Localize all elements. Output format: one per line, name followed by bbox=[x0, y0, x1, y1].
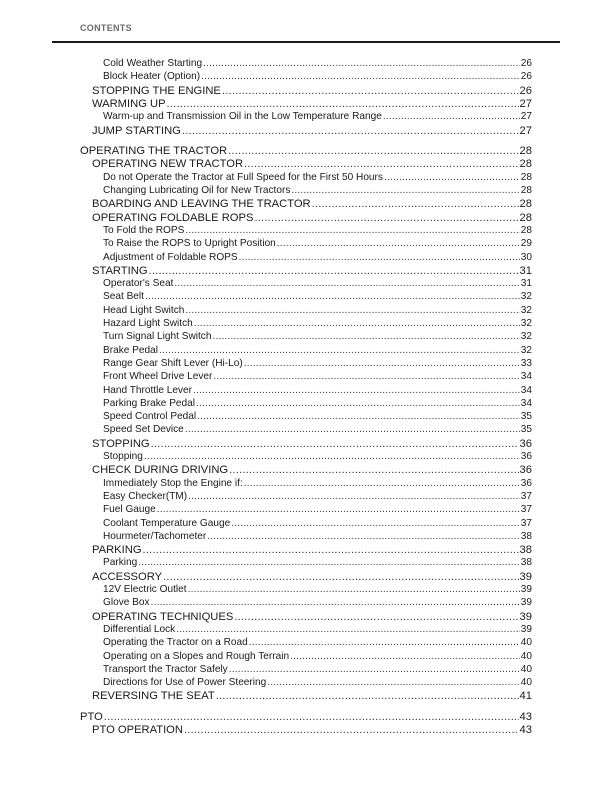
dot-leader bbox=[163, 571, 518, 583]
toc-entry-title: JUMP STARTING bbox=[92, 124, 181, 137]
dot-leader bbox=[267, 677, 520, 688]
running-header: CONTENTS bbox=[80, 23, 132, 33]
toc-entry[interactable] bbox=[92, 198, 532, 210]
toc-entry[interactable] bbox=[103, 411, 532, 422]
dot-leader bbox=[197, 411, 520, 422]
toc-entry-title: OPERATING NEW TRACTOR bbox=[92, 158, 244, 171]
dot-leader bbox=[244, 358, 520, 369]
toc-entry[interactable] bbox=[103, 172, 532, 183]
dot-leader bbox=[167, 98, 519, 110]
toc-entry-title: Hourmeter/Tachometer bbox=[103, 530, 207, 542]
dot-leader bbox=[193, 385, 520, 396]
toc-entry[interactable] bbox=[92, 571, 532, 583]
toc-entry-page: 31 bbox=[519, 264, 532, 277]
toc-entry-page: 34 bbox=[520, 384, 532, 396]
dot-leader bbox=[184, 724, 519, 736]
dot-leader bbox=[312, 198, 519, 210]
dot-leader bbox=[185, 225, 519, 236]
toc-entry[interactable] bbox=[103, 252, 532, 263]
toc-entry[interactable] bbox=[103, 111, 532, 122]
toc-entry-title: To Raise the ROPS to Upright Position bbox=[103, 238, 276, 250]
dot-leader bbox=[290, 651, 520, 662]
toc-entry[interactable] bbox=[92, 125, 532, 137]
dot-leader bbox=[384, 172, 520, 183]
dot-leader bbox=[291, 185, 519, 196]
dot-leader bbox=[144, 451, 520, 462]
toc-entry[interactable] bbox=[92, 212, 532, 224]
dot-leader bbox=[104, 711, 519, 723]
toc-entry-title: Seat Belt bbox=[103, 291, 144, 303]
toc-entry-title: Fuel Gauge bbox=[103, 504, 156, 516]
toc-entry-title: Differential Lock bbox=[103, 623, 176, 635]
toc-entry-page: 36 bbox=[520, 451, 532, 462]
toc-entry[interactable] bbox=[103, 531, 532, 542]
dot-leader bbox=[176, 624, 520, 635]
toc-entry-title: Head Light Switch bbox=[103, 304, 185, 316]
toc-entry-title: Adjustment of Foldable ROPS bbox=[103, 251, 238, 263]
dot-leader bbox=[196, 398, 520, 409]
toc-entry[interactable] bbox=[92, 438, 532, 450]
toc-entry[interactable] bbox=[103, 278, 532, 289]
toc-entry-title: Speed Control Pedal bbox=[103, 411, 197, 423]
toc-entry-page: 32 bbox=[520, 291, 532, 303]
toc-entry-title: PARKING bbox=[92, 544, 142, 557]
toc-entry-title: REVERSING THE SEAT bbox=[92, 690, 215, 703]
toc-entry-page: 28 bbox=[519, 211, 532, 224]
toc-entry[interactable] bbox=[103, 491, 532, 502]
toc-entry-title: Operating on a Slopes and Rough Terrain bbox=[103, 650, 290, 662]
toc-entry-title: Glove Box bbox=[103, 597, 150, 609]
toc-entry-title: 12V Electric Outlet bbox=[103, 584, 187, 595]
dot-leader bbox=[185, 305, 519, 316]
dot-leader bbox=[244, 158, 519, 170]
toc-entry-page: 39 bbox=[520, 623, 532, 635]
toc-entry[interactable] bbox=[103, 518, 532, 529]
dot-leader bbox=[138, 557, 520, 568]
dot-leader bbox=[277, 238, 520, 249]
toc-entry-title: BOARDING AND LEAVING THE TRACTOR bbox=[92, 198, 311, 211]
toc-entry[interactable] bbox=[103, 385, 532, 396]
toc-entry[interactable] bbox=[92, 544, 532, 556]
toc-entry[interactable] bbox=[103, 504, 532, 515]
toc-entry-title: Parking bbox=[103, 557, 138, 569]
toc-entry[interactable] bbox=[103, 637, 532, 648]
toc-entry-page: 35 bbox=[520, 424, 532, 436]
toc-entry-title: Operating the Tractor on a Road bbox=[103, 637, 248, 649]
toc-entry-page: 37 bbox=[520, 504, 532, 516]
toc-entry-page: 39 bbox=[520, 584, 532, 595]
toc-entry[interactable] bbox=[103, 238, 532, 249]
toc-entry-title: ACCESSORY bbox=[92, 570, 163, 583]
dot-leader bbox=[157, 504, 520, 515]
toc-entry[interactable] bbox=[80, 145, 532, 157]
toc-entry[interactable] bbox=[92, 158, 532, 170]
dot-leader bbox=[249, 637, 520, 648]
dot-leader bbox=[185, 424, 520, 435]
toc-entry[interactable] bbox=[92, 98, 532, 110]
toc-entry-title: Transport the Tractor Safely bbox=[103, 663, 228, 675]
toc-entry-title: Speed Set Device bbox=[103, 424, 184, 436]
dot-leader bbox=[207, 531, 520, 542]
toc-entry-title: To Fold the ROPS bbox=[103, 224, 185, 236]
dot-leader bbox=[228, 145, 518, 157]
toc-entry-page: 36 bbox=[519, 437, 532, 450]
toc-entry-title: Coolant Temperature Gauge bbox=[103, 517, 231, 529]
toc-entry-title: STOPPING THE ENGINE bbox=[92, 84, 221, 97]
toc-entry-page: 34 bbox=[520, 371, 532, 383]
toc-entry-title: Warm-up and Transmission Oil in the Low Temperature Range bbox=[103, 111, 382, 123]
toc-entry[interactable] bbox=[103, 398, 532, 409]
toc-entry-title: Front Wheel Drive Lever bbox=[103, 371, 213, 383]
header-rule bbox=[52, 41, 560, 43]
toc-entry[interactable] bbox=[103, 318, 532, 329]
toc-entry[interactable] bbox=[103, 451, 532, 462]
toc-entry-page: 27 bbox=[519, 97, 532, 110]
toc-entry-page: 28 bbox=[519, 145, 532, 158]
toc-entry[interactable] bbox=[103, 624, 532, 635]
toc-entry[interactable] bbox=[103, 225, 532, 236]
toc-entry[interactable] bbox=[92, 265, 532, 277]
toc-entry-title: Stopping bbox=[103, 451, 143, 462]
toc-entry[interactable] bbox=[80, 711, 532, 723]
toc-entry-title: Brake Pedal bbox=[103, 344, 158, 356]
toc-entry-title: Easy Checker(TM) bbox=[103, 490, 188, 502]
toc-entry[interactable] bbox=[103, 331, 532, 342]
toc-entry-page: 32 bbox=[520, 331, 532, 343]
dot-leader bbox=[203, 58, 520, 69]
toc-entry-title: PTO bbox=[80, 711, 103, 723]
toc-entry[interactable] bbox=[103, 584, 532, 595]
toc-entry-title: OPERATING TECHNIQUES bbox=[92, 610, 234, 623]
toc-entry-page: 30 bbox=[520, 251, 532, 263]
dot-leader bbox=[229, 464, 518, 476]
toc-entry-title: Hazard Light Switch bbox=[103, 318, 193, 329]
dot-leader bbox=[231, 518, 520, 529]
toc-entry-title: OPERATING FOLDABLE ROPS bbox=[92, 211, 254, 224]
toc-entry-page: 28 bbox=[519, 158, 532, 171]
toc-entry-title: STOPPING bbox=[92, 437, 150, 450]
toc-entry-page: 32 bbox=[520, 344, 532, 356]
toc-entry-page: 31 bbox=[520, 278, 532, 290]
dot-leader bbox=[151, 597, 520, 608]
dot-leader bbox=[143, 544, 519, 556]
toc-entry[interactable] bbox=[92, 690, 532, 702]
dot-leader bbox=[149, 265, 519, 277]
dot-leader bbox=[212, 331, 519, 342]
toc-entry-page: 38 bbox=[520, 530, 532, 542]
toc-entry-title: CHECK DURING DRIVING bbox=[92, 464, 229, 477]
dot-leader bbox=[213, 371, 519, 382]
toc-entry-title: Do not Operate the Tractor at Full Speed for the First 50 Hours bbox=[103, 171, 383, 183]
toc-entry-page: 36 bbox=[520, 477, 532, 489]
dot-leader bbox=[188, 491, 520, 502]
toc-entry[interactable] bbox=[103, 651, 532, 662]
toc-entry-page: 37 bbox=[520, 490, 532, 502]
toc-entry-title: Directions for Use of Power Steering bbox=[103, 677, 267, 689]
dot-leader bbox=[383, 111, 520, 122]
dot-leader bbox=[159, 345, 520, 356]
toc-entry-page: 34 bbox=[520, 397, 532, 409]
dot-leader bbox=[182, 125, 519, 137]
toc-entry-title: WARMING UP bbox=[92, 97, 166, 110]
toc-entry-page: 38 bbox=[519, 544, 532, 557]
toc-entry-page: 39 bbox=[519, 570, 532, 583]
toc-entry-page: 40 bbox=[520, 663, 532, 675]
dot-leader bbox=[201, 71, 520, 82]
toc-entry-page: 40 bbox=[520, 637, 532, 649]
toc-entry-title: PTO OPERATION bbox=[92, 724, 183, 737]
toc-entry[interactable] bbox=[103, 58, 532, 69]
toc-entry-page: 28 bbox=[519, 198, 532, 211]
toc-entry[interactable] bbox=[103, 597, 532, 608]
toc-entry[interactable] bbox=[92, 85, 532, 97]
dot-leader bbox=[254, 212, 518, 224]
toc-entry[interactable] bbox=[103, 478, 532, 489]
toc-entry-page: 35 bbox=[520, 411, 532, 423]
toc-entry-page: 43 bbox=[519, 711, 532, 723]
toc-entry-page: 26 bbox=[520, 58, 532, 69]
toc-entry[interactable] bbox=[103, 677, 532, 688]
toc-entry-page: 28 bbox=[520, 224, 532, 236]
dot-leader bbox=[188, 584, 520, 595]
toc-entry[interactable] bbox=[103, 371, 532, 382]
toc-entry-page: 28 bbox=[520, 185, 532, 196]
toc-entry[interactable] bbox=[103, 358, 532, 369]
dot-leader bbox=[222, 85, 519, 97]
toc-entry-title: Range Gear Shift Lever (Hi-Lo) bbox=[103, 357, 243, 369]
dot-leader bbox=[194, 318, 520, 329]
toc-entry-page: 41 bbox=[519, 690, 532, 703]
toc-entry-page: 40 bbox=[520, 677, 532, 689]
toc-entry-page: 43 bbox=[519, 724, 532, 737]
toc-entry-title: Hand Throttle Lever bbox=[103, 384, 193, 396]
toc-entry-page: 27 bbox=[520, 111, 532, 123]
toc-entry-page: 26 bbox=[519, 84, 532, 97]
toc-entry[interactable] bbox=[103, 71, 532, 82]
toc-entry-page: 32 bbox=[520, 304, 532, 316]
dot-leader bbox=[234, 611, 518, 623]
toc-entry-page: 40 bbox=[520, 650, 532, 662]
toc-entry-page: 36 bbox=[519, 464, 532, 477]
toc-entry-page: 29 bbox=[520, 238, 532, 250]
toc-entry-page: 38 bbox=[520, 557, 532, 569]
toc-entry[interactable] bbox=[103, 557, 532, 568]
toc-entry-title: Turn Signal Light Switch bbox=[103, 331, 212, 343]
toc-entry-page: 33 bbox=[520, 357, 532, 369]
toc-entry[interactable] bbox=[92, 611, 532, 623]
toc-entry-page: 27 bbox=[519, 124, 532, 137]
toc-entry[interactable] bbox=[103, 345, 532, 356]
toc-entry[interactable] bbox=[103, 185, 532, 196]
toc-entry-page: 39 bbox=[519, 610, 532, 623]
toc-entry-title: Cold Weather Starting bbox=[103, 58, 203, 69]
dot-leader bbox=[151, 438, 519, 450]
toc-entry[interactable] bbox=[92, 724, 532, 736]
toc-entry[interactable] bbox=[103, 664, 532, 675]
toc-entry-page: 26 bbox=[520, 71, 532, 83]
toc-entry-title: Parking Brake Pedal bbox=[103, 397, 196, 409]
toc-entry-title: OPERATING THE TRACTOR bbox=[80, 145, 228, 158]
toc-entry-title: Changing Lubricating Oil for New Tractors bbox=[103, 185, 291, 196]
dot-leader bbox=[229, 664, 520, 675]
dot-leader bbox=[174, 278, 519, 289]
toc-entry[interactable] bbox=[92, 464, 532, 476]
dot-leader bbox=[239, 252, 520, 263]
toc-entry-page: 28 bbox=[520, 171, 532, 183]
toc-entry-page: 39 bbox=[520, 597, 532, 609]
toc-entry-page: 32 bbox=[520, 318, 532, 329]
dot-leader bbox=[216, 690, 519, 702]
toc-entry-title: Block Heater (Option) bbox=[103, 71, 201, 83]
toc-entry-title: Operator's Seat bbox=[103, 278, 174, 290]
toc-entry[interactable] bbox=[103, 424, 532, 435]
toc-entry[interactable] bbox=[103, 291, 532, 302]
toc-entry[interactable] bbox=[103, 305, 532, 316]
dot-leader bbox=[145, 291, 520, 302]
toc-entry-title: STARTING bbox=[92, 264, 148, 277]
toc-entry-page: 37 bbox=[520, 517, 532, 529]
toc-entry-title: Immediately Stop the Engine if: bbox=[103, 477, 243, 489]
dot-leader bbox=[244, 478, 520, 489]
